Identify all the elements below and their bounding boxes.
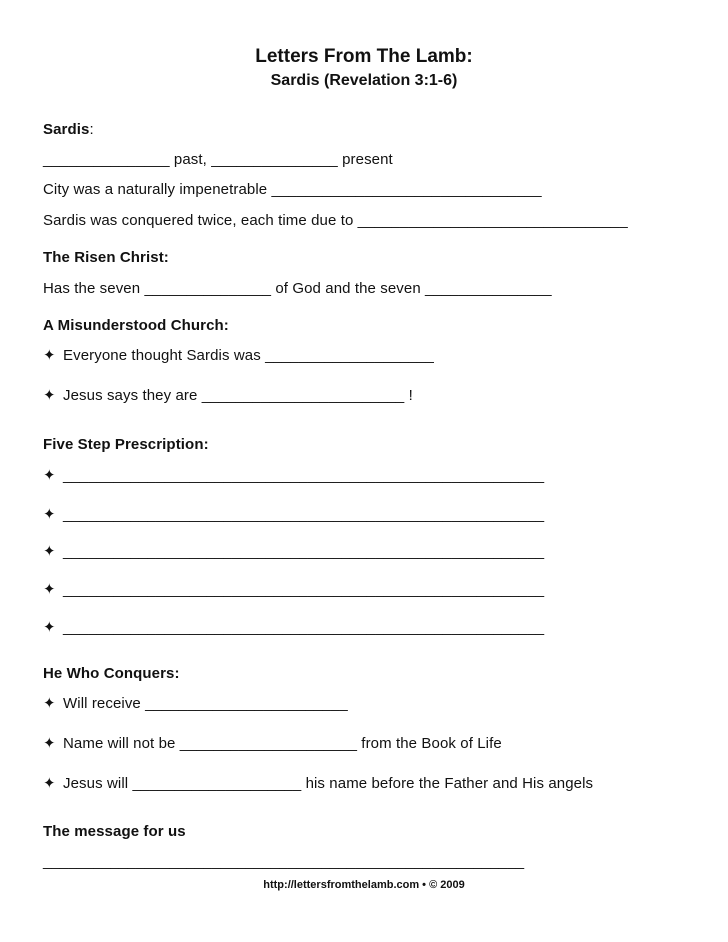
misunderstood-item-text: Everyone thought Sardis was ____________________ (63, 347, 434, 364)
star-bullet-icon: ✦ (43, 543, 56, 560)
star-bullet-icon: ✦ (43, 347, 56, 364)
sardis-heading: Sardis (43, 121, 90, 138)
prescription-item (43, 542, 544, 560)
conquers-heading: He Who Conquers: (43, 665, 180, 682)
star-bullet-icon: ✦ (43, 467, 56, 484)
star-bullet-icon: ✦ (43, 619, 56, 636)
prescription-item (43, 580, 544, 598)
message-blank-line: _________________________________________________________ (43, 853, 525, 870)
star-bullet-icon: ✦ (43, 775, 56, 792)
misunderstood-item (43, 386, 413, 404)
message-heading: The message for us (43, 823, 186, 840)
star-bullet-icon: ✦ (43, 506, 56, 523)
conquers-item-text: Will receive ________________________ (63, 695, 348, 712)
star-bullet-icon: ✦ (43, 387, 56, 404)
star-bullet-icon: ✦ (43, 735, 56, 752)
page-subtitle: Sardis (Revelation 3:1-6) (270, 72, 458, 89)
prescription-blank: _________________________________________________________ (63, 619, 545, 636)
star-bullet-icon: ✦ (43, 695, 56, 712)
footer-url: http://lettersfromthelamb.com • © 2009 (263, 879, 465, 891)
prescription-blank: _________________________________________________________ (63, 581, 545, 598)
prescription-blank: _________________________________________________________ (63, 467, 545, 484)
conquers-item-text: Jesus will ____________________ his name before the Father and His angels (63, 775, 594, 792)
misunderstood-item (43, 346, 434, 364)
risen-christ-line: Has the seven _______________ of God and the seven _______________ (43, 280, 552, 297)
misunderstood-item-text: Jesus says they are ________________________ ! (63, 387, 413, 404)
misunderstood-heading: A Misunderstood Church: (43, 317, 229, 334)
sardis-line-past-present: _______________ past, _______________ present (43, 151, 393, 168)
risen-christ-heading: The Risen Christ: (43, 249, 169, 266)
prescription-blank: _________________________________________________________ (63, 506, 545, 523)
sardis-heading-colon: : (89, 121, 94, 138)
sardis-line-impenetrable: City was a naturally impenetrable ________________________________ (43, 181, 542, 198)
conquers-item (43, 734, 502, 752)
star-bullet-icon: ✦ (43, 581, 56, 598)
sardis-heading-row (43, 121, 94, 138)
conquers-item (43, 774, 593, 792)
prescription-item (43, 618, 544, 636)
prescription-item (43, 505, 544, 523)
conquers-item-text: Name will not be _____________________ from the Book of Life (63, 735, 502, 752)
prescription-item (43, 466, 544, 484)
page-title: Letters From The Lamb: (255, 46, 473, 67)
prescription-blank: _________________________________________________________ (63, 543, 545, 560)
prescription-heading: Five Step Prescription: (43, 436, 209, 453)
sardis-line-conquered: Sardis was conquered twice, each time due to ________________________________ (43, 212, 628, 229)
conquers-item (43, 694, 348, 712)
